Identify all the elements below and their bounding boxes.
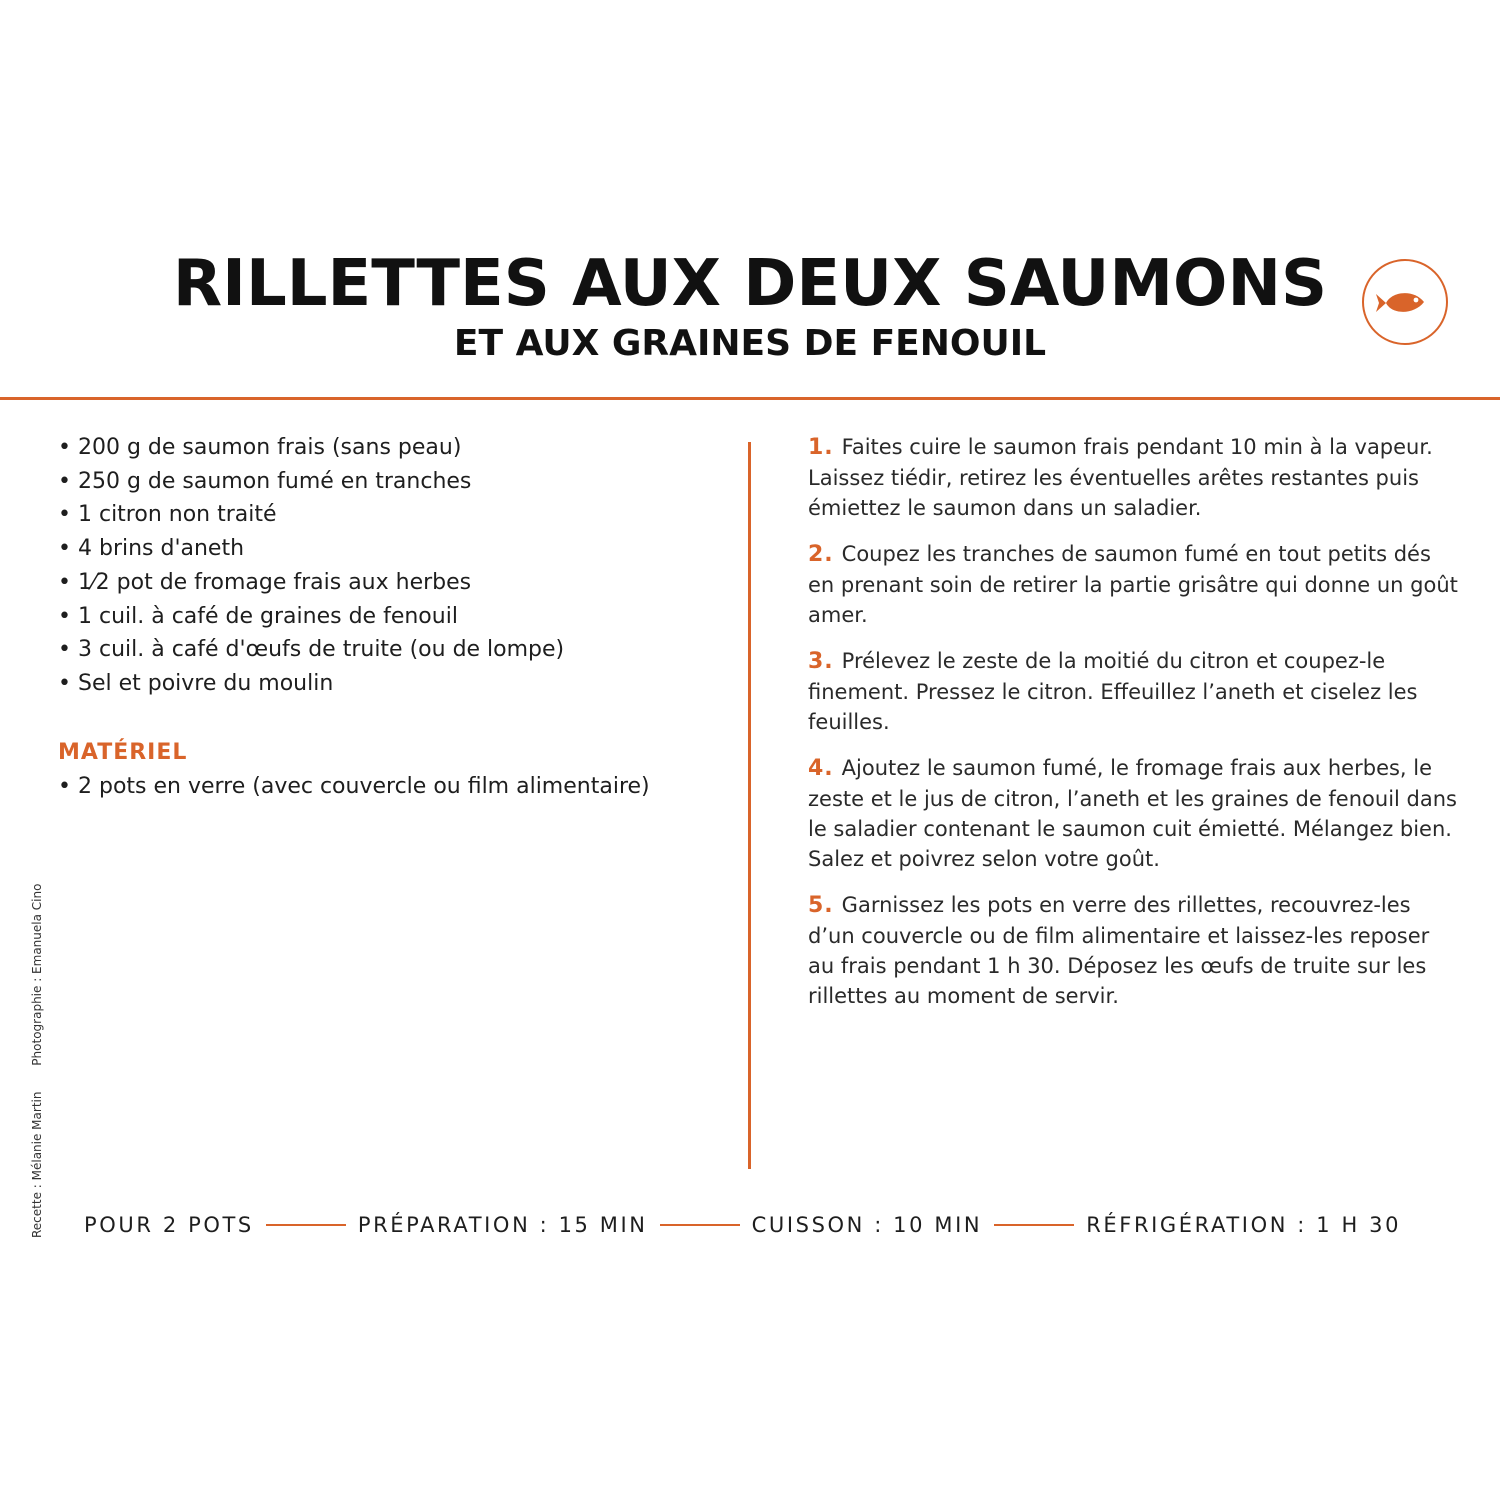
step-text: Coupez les tranches de saumon fumé en tout petits dés en prenant soin de retirer la partie grisâtre qui donne un goût amer.	[808, 542, 1458, 627]
list-item: • 200 g de saumon frais (sans peau)	[58, 431, 728, 465]
step-item	[808, 753, 1458, 874]
materiel-list	[58, 770, 728, 803]
cooking-time: CUISSON : 10 MIN	[751, 1213, 983, 1237]
column-divider	[748, 442, 751, 1169]
recipe-credit: Recette : Mélanie Martin	[30, 1091, 44, 1238]
recipe-subtitle: ET AUX GRAINES DE FENOUIL	[453, 323, 1047, 364]
list-item: • 3 cuil. à café d'œufs de truite (ou de lompe)	[58, 633, 728, 667]
header-rule	[0, 397, 1500, 400]
list-item: • 1 cuil. à café de graines de fenouil	[58, 600, 728, 634]
photo-credit: Photographie : Emanuela Cino	[30, 883, 44, 1066]
list-item: • 1⁄2 pot de fromage frais aux herbes	[58, 566, 728, 600]
step-item	[808, 890, 1458, 1011]
step-item	[808, 646, 1458, 737]
ingredient-list	[58, 431, 728, 701]
refrigeration-time: RÉFRIGÉRATION : 1 H 30	[1086, 1213, 1402, 1237]
list-item: • 4 brins d'aneth	[58, 532, 728, 566]
separator-line	[660, 1224, 740, 1226]
step-item	[808, 539, 1458, 630]
step-number: 1.	[808, 435, 834, 460]
fish-badge	[1362, 259, 1448, 345]
list-item: • 250 g de saumon fumé en tranches	[58, 465, 728, 499]
list-item: • 2 pots en verre (avec couvercle ou film alimentaire)	[58, 770, 728, 803]
separator-line	[266, 1224, 346, 1226]
step-text: Ajoutez le saumon fumé, le fromage frais aux herbes, le zeste et le jus de citron, l’aneth et les graines de fenouil dans le saladier contenant le saumon cuit émietté. Mélangez bien. Salez et poivrez selon votre goût.	[808, 756, 1457, 871]
step-list	[808, 432, 1458, 1027]
step-number: 5.	[808, 893, 834, 918]
step-text: Faites cuire le saumon frais pendant 10 min à la vapeur. Laissez tiédir, retirez les éventuelles arêtes restantes puis émiettez le saumon dans un saladier.	[808, 435, 1433, 520]
step-number: 4.	[808, 756, 834, 781]
separator-line	[994, 1224, 1074, 1226]
step-number: 3.	[808, 649, 834, 674]
recipe-title: RILLETTES AUX DEUX SAUMONS	[172, 247, 1328, 321]
step-text: Prélevez le zeste de la moitié du citron et coupez-le finement. Pressez le citron. Effeuillez l’aneth et ciselez les feuilles.	[808, 649, 1418, 734]
list-item: • Sel et poivre du moulin	[58, 667, 728, 701]
recipe-info-bar	[84, 1207, 1424, 1243]
credits	[30, 862, 44, 1238]
materiel-heading: MATÉRIEL	[58, 740, 188, 765]
fish-icon	[1364, 261, 1446, 343]
step-item	[808, 432, 1458, 523]
step-number: 2.	[808, 542, 834, 567]
list-item: • 1 citron non traité	[58, 498, 728, 532]
step-text: Garnissez les pots en verre des rillettes, recouvrez-les d’un couvercle ou de film alimentaire et laissez-les reposer au frais pendant 1 h 30. Déposez les œufs de truite sur les rillettes au moment de servir.	[808, 893, 1430, 1008]
preparation-time: PRÉPARATION : 15 MIN	[357, 1213, 648, 1237]
portions-info: POUR 2 POTS	[84, 1213, 254, 1237]
